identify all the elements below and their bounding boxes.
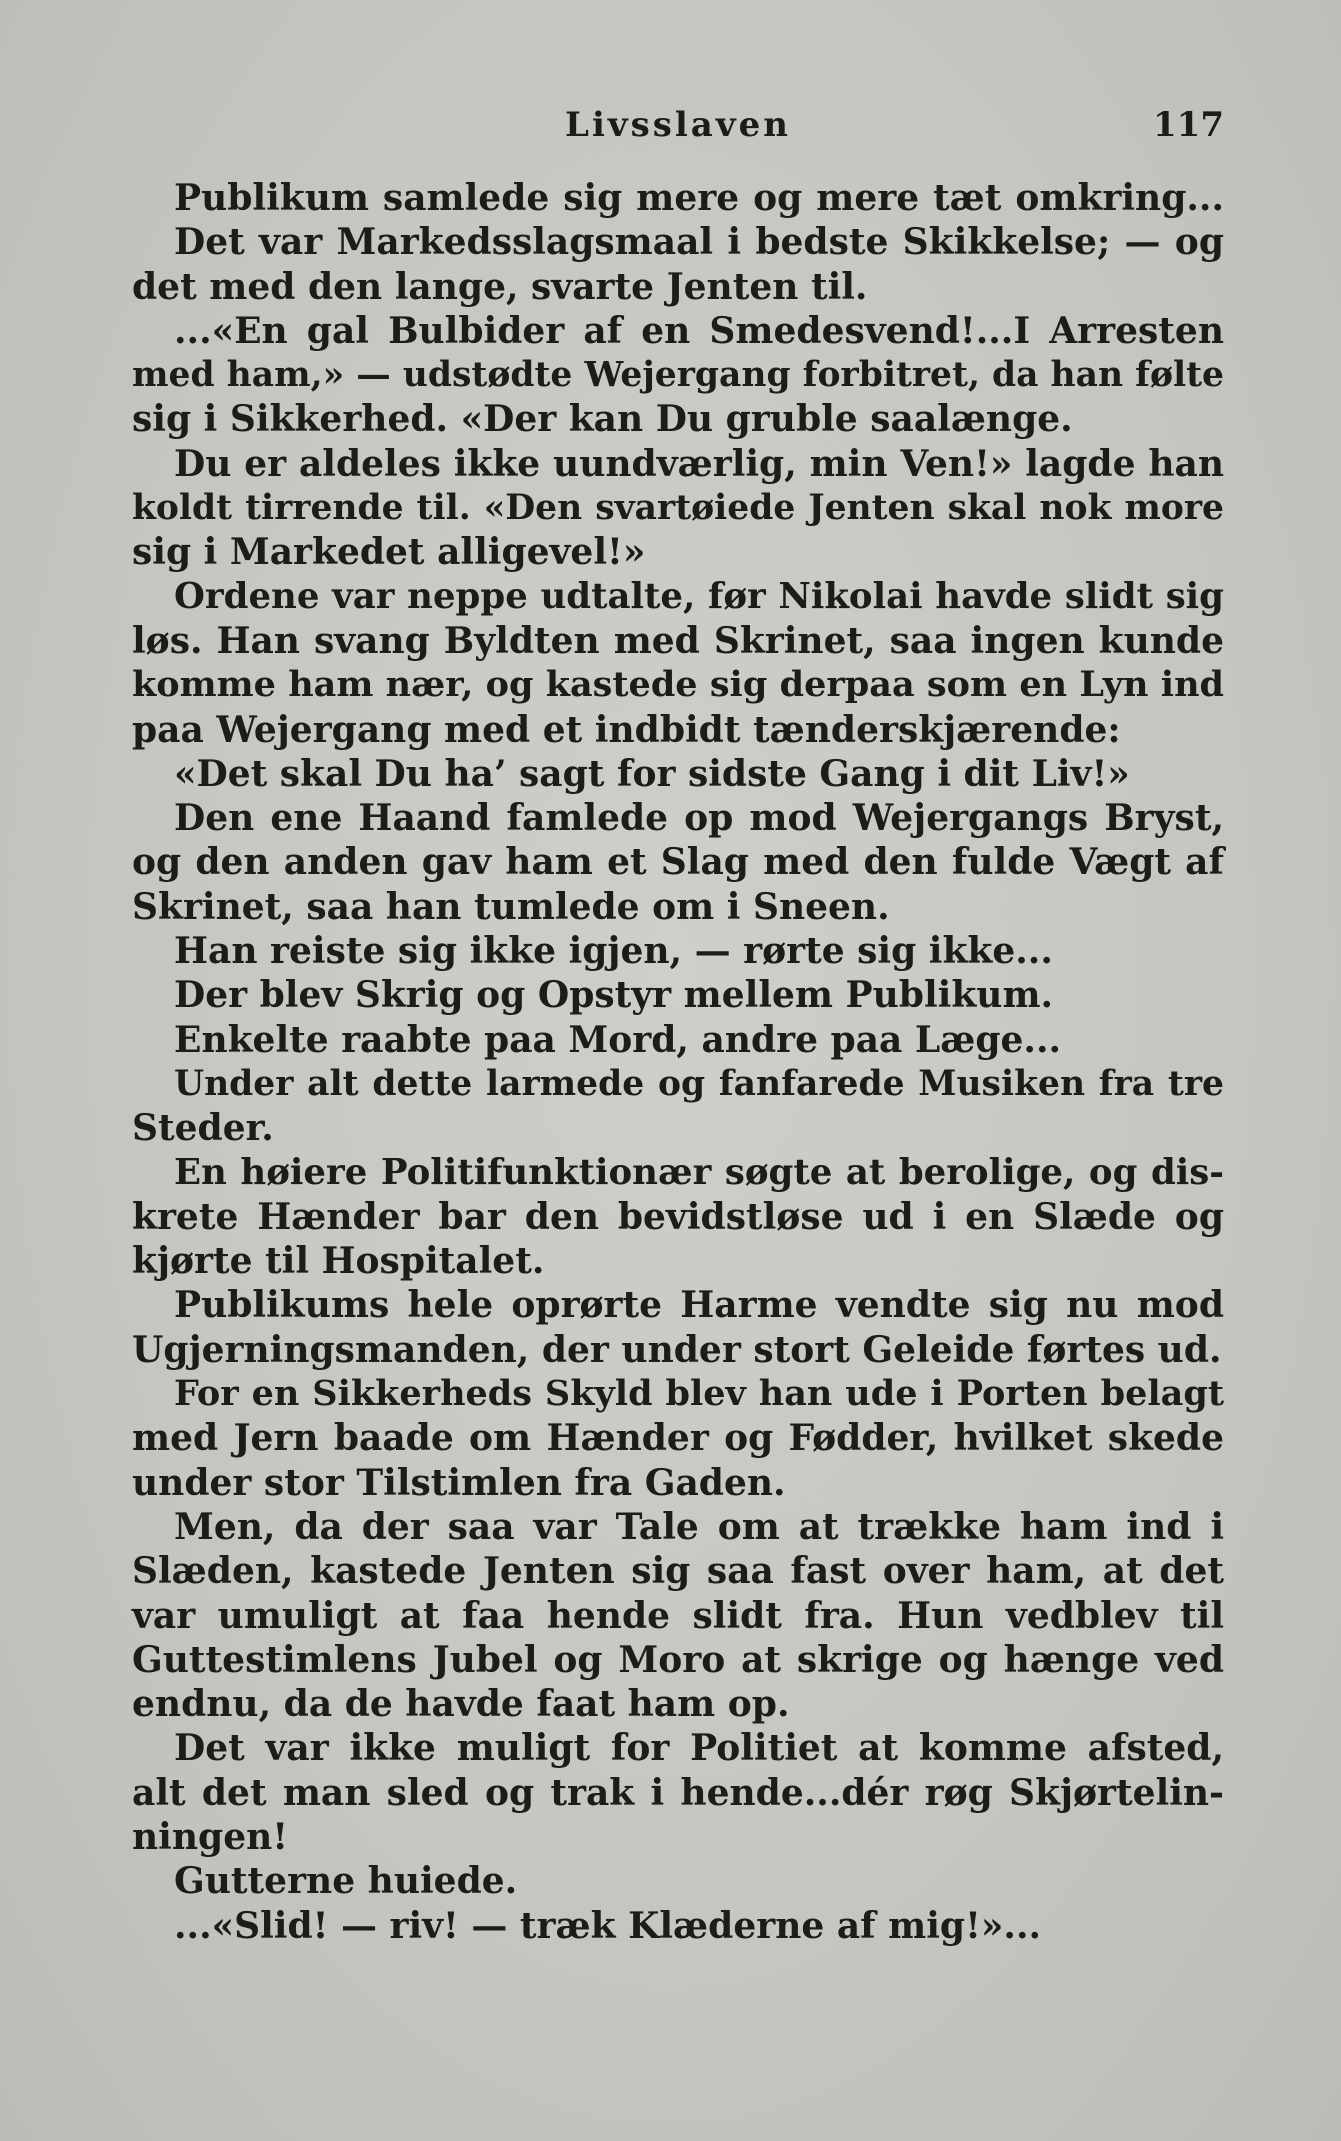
text-line: Skrinet, saa han tumlede om i Sneen. [132,885,890,928]
text-line: krete Hænder bar den bevidstløse ud i en Slæde og [132,1195,1224,1238]
text-line: Ordene var neppe udtalte, før Nikolai havde slidt sig [174,575,1224,617]
page-header [132,100,1224,150]
text-line: løs. Han svang Byldten med Skrinet, saa ingen kunde [132,619,1224,662]
text-line: Han reiste sig ikke igjen, — rørte sig ikke... [174,930,1053,973]
text-line: Guttestimlens Jubel og Moro at skrige og hænge ved [132,1638,1224,1681]
text-line: sig i Sikkerhed. «Der kan Du gruble saalænge. [132,398,1073,441]
text-line: Der blev Skrig og Opstyr mellem Publikum. [174,974,1054,1017]
text-line: ningen! [132,1815,289,1858]
text-line: paa Wejergang med et indbidt tænderskjærende: [132,708,1121,751]
text-line: ...«En gal Bulbider af en Smedesvend!...I Arresten [174,309,1224,352]
text-line: var umuligt at faa hende slidt fra. Hun vedblev til [132,1594,1224,1637]
text-line: Publikums hele oprørte Harme vendte sig nu mod [174,1284,1224,1327]
body-text [132,176,1224,1948]
text-line: det med den lange, svarte Jenten til. [132,265,868,308]
text-line: Publikum samlede sig mere og mere tæt omkring... [174,177,1224,219]
text-line: Men, da der saa var Tale om at trække ham ind i [174,1505,1224,1548]
text-line: med ham,» — udstødte Wejergang forbitret, da han følte [132,355,1224,396]
text-line: Steder. [132,1107,274,1150]
text-line: «Det skal Du ha’ sagt for sidste Gang i dit Liv!» [174,752,1130,795]
text-line: sig i Markedet alligevel!» [132,531,646,574]
text-line: Gutterne huiede. [174,1860,518,1903]
text-line: alt det man sled og trak i hende...dér røg Skjørtelin- [132,1771,1224,1814]
text-line: med Jern baade om Hænder og Fødder, hvilket skede [132,1417,1224,1460]
running-title: Livsslaven [565,105,791,145]
text-line: Slæden, kastede Jenten sig saa fast over ham, at det [132,1550,1224,1593]
text-line: og den anden gav ham et Slag med den fulde Vægt af [132,841,1224,884]
text-line: Den ene Haand famlede op mod Wejergangs Bryst, [174,797,1224,840]
text-line: Ugjerningsmanden, der under stort Geleide førtes ud. [132,1328,1222,1371]
text-line: Enkelte raabte paa Mord, andre paa Læge... [174,1018,1062,1061]
text-line: Det var Markedsslagsmaal i bedste Skikkelse; — og [174,221,1224,264]
text-line: koldt tirrende til. «Den svartøiede Jenten skal nok more [132,488,1224,529]
text-line: Du er aldeles ikke uundværlig, min Ven!» lagde han [174,442,1224,485]
text-line: ...«Slid! — riv! — træk Klæderne af mig!»... [174,1904,1042,1947]
text-line: endnu, da de havde faat ham op. [132,1683,790,1726]
text-line: For en Sikkerheds Skyld blev han ude i Porten belagt [174,1373,1224,1415]
text-line: kjørte til Hospitalet. [132,1240,545,1283]
text-line: Under alt dette larmede og fanfarede Musiken fra tre [174,1063,1224,1104]
text-line: En høiere Politifunktionær søgte at berolige, og dis- [174,1151,1224,1193]
text-line: komme ham nær, og kastede sig derpaa som en Lyn ind [132,664,1224,706]
text-line: Det var ikke muligt for Politiet at komme afsted, [174,1727,1224,1770]
page-number: 117 [1153,105,1224,145]
text-line: under stor Tilstimlen fra Gaden. [132,1461,786,1504]
